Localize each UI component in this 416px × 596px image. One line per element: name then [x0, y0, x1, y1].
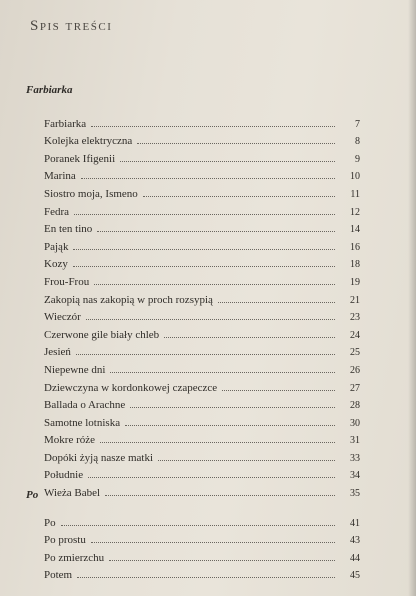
dot-leader — [73, 248, 335, 250]
toc-entry-title: Poranek Ifigenii — [44, 152, 116, 165]
toc-entry — [44, 358, 360, 376]
toc-entry-title: Ballada o Arachne — [44, 399, 126, 412]
toc-entry-page: 43 — [350, 535, 360, 547]
toc-entry-page: 9 — [355, 153, 360, 165]
toc-entry-page: 24 — [350, 329, 360, 341]
toc-entry-page: 8 — [355, 136, 360, 148]
toc-entry-title: Po prostu — [44, 534, 86, 547]
toc-entry-title: Kozy — [44, 258, 68, 271]
dot-leader — [77, 576, 335, 578]
toc-entry-page: 30 — [350, 417, 360, 429]
dot-leader — [164, 336, 335, 338]
toc-entry-title: Mokre róże — [44, 434, 96, 447]
dot-leader — [130, 406, 335, 408]
toc-entry-page: 25 — [350, 347, 360, 359]
dot-leader — [120, 160, 335, 162]
toc-entry-page: 14 — [350, 224, 360, 236]
toc-entry-title: Wieża Babel — [44, 487, 101, 500]
toc-entry-title: Południe — [44, 469, 84, 482]
toc-entry-page: 35 — [350, 488, 360, 500]
toc-entry — [44, 464, 360, 482]
dot-leader — [100, 441, 335, 443]
toc-entry — [44, 446, 360, 464]
toc-entry — [44, 253, 360, 271]
toc-entry — [44, 235, 360, 253]
dot-leader — [143, 195, 335, 197]
toc-entry-title: Kolejka elektryczna — [44, 135, 133, 148]
toc-entry-title: Frou-Frou — [44, 275, 90, 288]
toc-entry-title: Niepewne dni — [44, 363, 106, 376]
dot-leader — [91, 541, 335, 543]
toc-entry-title: Fedra — [44, 205, 70, 218]
toc-entry-page: 26 — [350, 364, 360, 376]
toc-entry-title: Zakopią nas zakopią w proch rozsypią — [44, 293, 213, 306]
toc-entry — [44, 511, 360, 529]
toc-entry-page: 16 — [350, 241, 360, 253]
toc-entry-title: Czerwone gile biały chleb — [44, 328, 160, 341]
toc-entry-title: Jesień — [44, 346, 71, 359]
toc-list-farbiarka — [44, 112, 360, 499]
dot-leader — [109, 559, 335, 561]
toc-entry — [44, 481, 360, 499]
toc-entry-page: 18 — [350, 259, 360, 271]
toc-list-po — [44, 511, 360, 581]
section-label-po: Po — [26, 489, 39, 501]
dot-leader — [137, 142, 335, 144]
dot-leader — [218, 301, 335, 303]
toc-entry-page: 33 — [350, 452, 360, 464]
toc-entry-page: 12 — [350, 206, 360, 218]
dot-leader — [74, 213, 335, 215]
toc-entry-title: Marina — [44, 170, 76, 183]
toc-entry-page: 21 — [350, 294, 360, 306]
dot-leader — [94, 283, 335, 285]
dot-leader — [91, 125, 335, 127]
toc-entry-title: Po — [44, 516, 56, 529]
toc-entry — [44, 529, 360, 547]
dot-leader — [76, 353, 335, 355]
toc-entry-page: 41 — [350, 517, 360, 529]
toc-entry-page: 44 — [350, 552, 360, 564]
toc-entry — [44, 147, 360, 165]
toc-entry-title: Dopóki żyją nasze matki — [44, 451, 154, 464]
toc-entry-page: 28 — [350, 400, 360, 412]
page-edge-shadow — [408, 0, 416, 596]
toc-entry-title: Farbiarka — [44, 117, 87, 130]
toc-entry-title: Pająk — [44, 240, 69, 253]
section-label-farbiarka: Farbiarka — [26, 84, 73, 96]
dot-leader — [110, 371, 335, 373]
toc-entry-title: Siostro moja, Ismeno — [44, 187, 138, 200]
toc-entry — [44, 323, 360, 341]
dot-leader — [97, 230, 335, 232]
dot-leader — [88, 476, 335, 478]
dot-leader — [81, 177, 335, 179]
dot-leader — [105, 494, 335, 496]
toc-entry-page: 23 — [350, 312, 360, 324]
toc-entry — [44, 411, 360, 429]
dot-leader — [222, 389, 335, 391]
toc-entry-title: En ten tino — [44, 223, 93, 236]
toc-entry — [44, 394, 360, 412]
toc-entry — [44, 288, 360, 306]
toc-entry — [44, 130, 360, 148]
toc-entry — [44, 341, 360, 359]
toc-entry — [44, 218, 360, 236]
toc-entry-page: 10 — [350, 171, 360, 183]
page-title: Spis treści — [30, 18, 113, 34]
toc-entry — [44, 429, 360, 447]
dot-leader — [158, 459, 335, 461]
toc-entry — [44, 182, 360, 200]
dot-leader — [61, 524, 335, 526]
toc-entry-page: 19 — [350, 276, 360, 288]
toc-entry-page: 27 — [350, 382, 360, 394]
toc-entry-page: 11 — [350, 188, 360, 200]
toc-entry-page: 45 — [350, 570, 360, 582]
toc-entry — [44, 376, 360, 394]
toc-entry — [44, 112, 360, 130]
toc-entry — [44, 306, 360, 324]
toc-entry — [44, 270, 360, 288]
toc-entry-page: 31 — [350, 435, 360, 447]
dot-leader — [86, 318, 335, 320]
dot-leader — [125, 424, 335, 426]
toc-entry-page: 7 — [355, 118, 360, 130]
toc-entry — [44, 200, 360, 218]
toc-entry — [44, 165, 360, 183]
toc-entry-title: Dziewczyna w kordonkowej czapeczce — [44, 381, 218, 394]
toc-entry-title: Samotne lotniska — [44, 416, 121, 429]
toc-entry-title: Po zmierzchu — [44, 551, 105, 564]
dot-leader — [73, 265, 335, 267]
toc-entry-title: Potem — [44, 569, 73, 582]
toc-entry — [44, 546, 360, 564]
toc-entry-page: 34 — [350, 470, 360, 482]
toc-entry — [44, 564, 360, 582]
toc-entry-title: Wieczór — [44, 311, 81, 324]
